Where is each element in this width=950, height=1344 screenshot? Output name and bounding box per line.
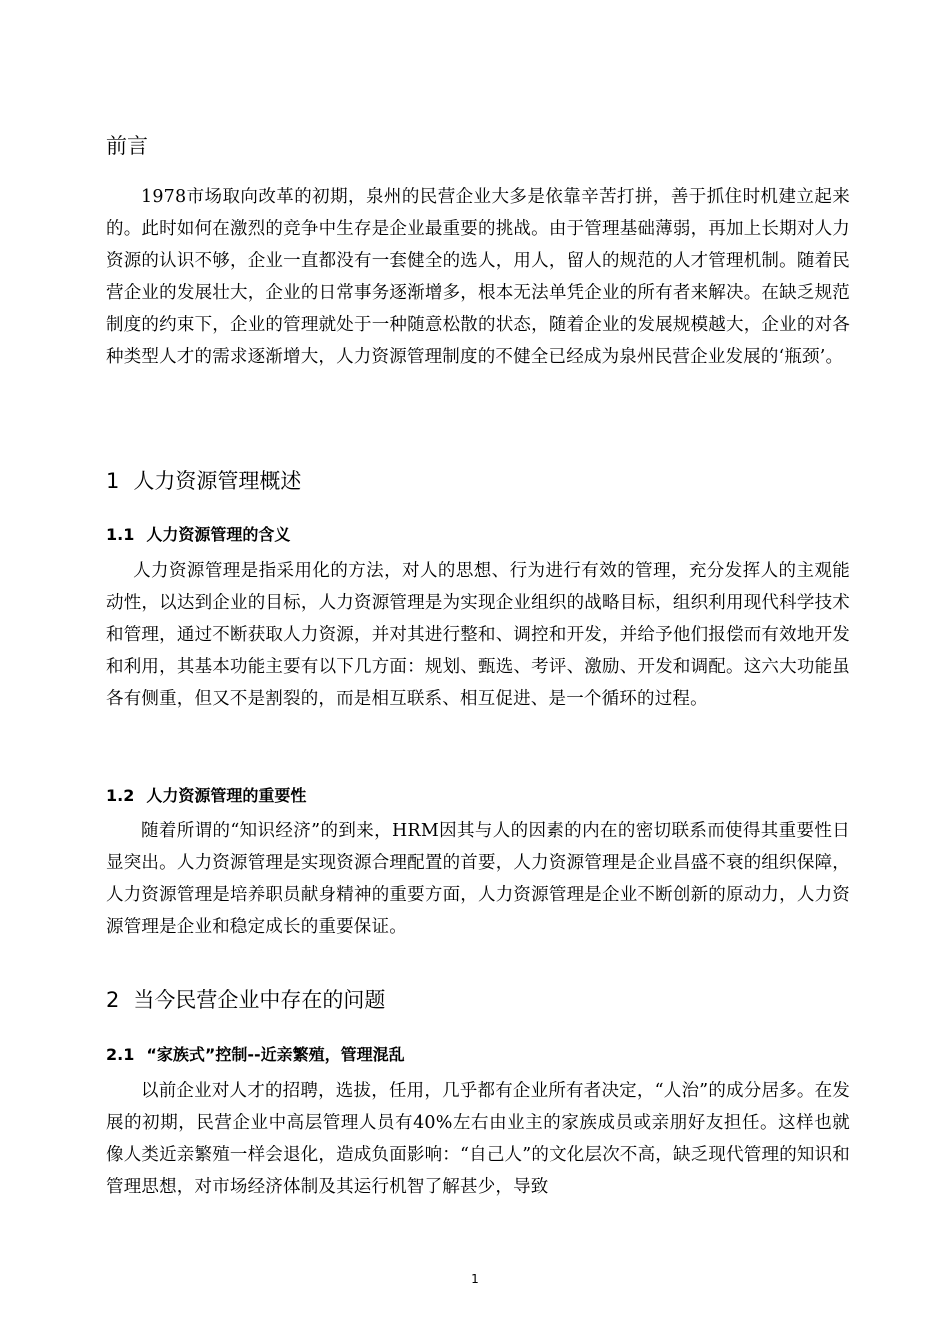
section-1-2-number: 1.2: [106, 786, 135, 805]
section-1-1-paragraph: 人力资源管理是指采用化的方法，对人的思想、行为进行有效的管理，充分发挥人的主观能动性，以达到企业的目标，人力资源管理是为实现企业组织的战略目标，组织利用现代科学技术和管理，通过不断获取人力资源，并对其进行整和、调控和开发，并给予他们报偿而有效地开发和利用，其基本功能主要有以下几方面：规划、甄选、考评、激励、开发和调配。这六大功能虽各有侧重，但又不是割裂的，而是相互联系、相互促进、是一个循环的过程。: [106, 561, 850, 709]
section-2-1-title: “家族式”控制--近亲繁殖，管理混乱: [146, 1045, 405, 1064]
page-number: 1: [471, 1272, 479, 1286]
section-1-number: 1: [106, 469, 120, 493]
section-1-2-paragraph: 随着所谓的“知识经济”的到来，HRM因其与人的因素的内在的密切联系而使得其重要性日显突出。人力资源管理是实现资源合理配置的首要，人力资源管理是企业昌盛不衰的组织保障，人力资源管理是培养职员献身精神的重要方面，人力资源管理是企业不断创新的原动力，人力资源管理是企业和稳定成长的重要保证。: [106, 821, 850, 937]
section-2-number: 2: [106, 988, 120, 1012]
section-1-2-heading: [106, 784, 850, 808]
preface-paragraph: 1978市场取向改革的初期，泉州的民营企业大多是依靠辛苦打拼，善于抓住时机建立起来的。此时如何在激烈的竞争中生存是企业最重要的挑战。由于管理基础薄弱，再加上长期对人力资源的认识不够，企业一直都没有一套健全的选人，用人，留人的规范的人才管理机制。随着民营企业的发展壮大，企业的日常事务逐渐增多，根本无法单凭企业的所有者来解决。在缺乏规范制度的约束下，企业的管理就处于一种随意松散的状态，随着企业的发展规模越大，企业的对各种类型人才的需求逐渐增大，人力资源管理制度的不健全已经成为泉州民营企业发展的‘瓶颈’。: [106, 187, 850, 367]
section-2-title: 当今民营企业中存在的问题: [133, 988, 386, 1012]
preface-title: 前言: [106, 134, 148, 158]
section-1-1-heading: [106, 523, 850, 547]
section-2-1-number: 2.1: [106, 1045, 135, 1064]
section-2-1-paragraph: 以前企业对人才的招聘，选拔，任用，几乎都有企业所有者决定，“人治”的成分居多。在发展的初期，民营企业中高层管理人员有40%左右由业主的家族成员或亲朋好友担任。这样也就像人类近亲繁殖一样会退化，造成负面影响：“自己人”的文化层次不高，缺乏现代管理的知识和管理思想，对市场经济体制及其运行机智了解甚少，导致: [106, 1081, 850, 1197]
section-1-heading: [106, 467, 850, 495]
section-1-1-number: 1.1: [106, 525, 135, 544]
section-2-1-heading: [106, 1043, 850, 1067]
section-2-heading: [106, 986, 850, 1014]
section-1-1-title: 人力资源管理的含义: [146, 525, 291, 544]
section-1-2-title: 人力资源管理的重要性: [146, 786, 307, 805]
preface-heading: [106, 132, 850, 160]
section-1-title: 人力资源管理概述: [133, 469, 302, 493]
